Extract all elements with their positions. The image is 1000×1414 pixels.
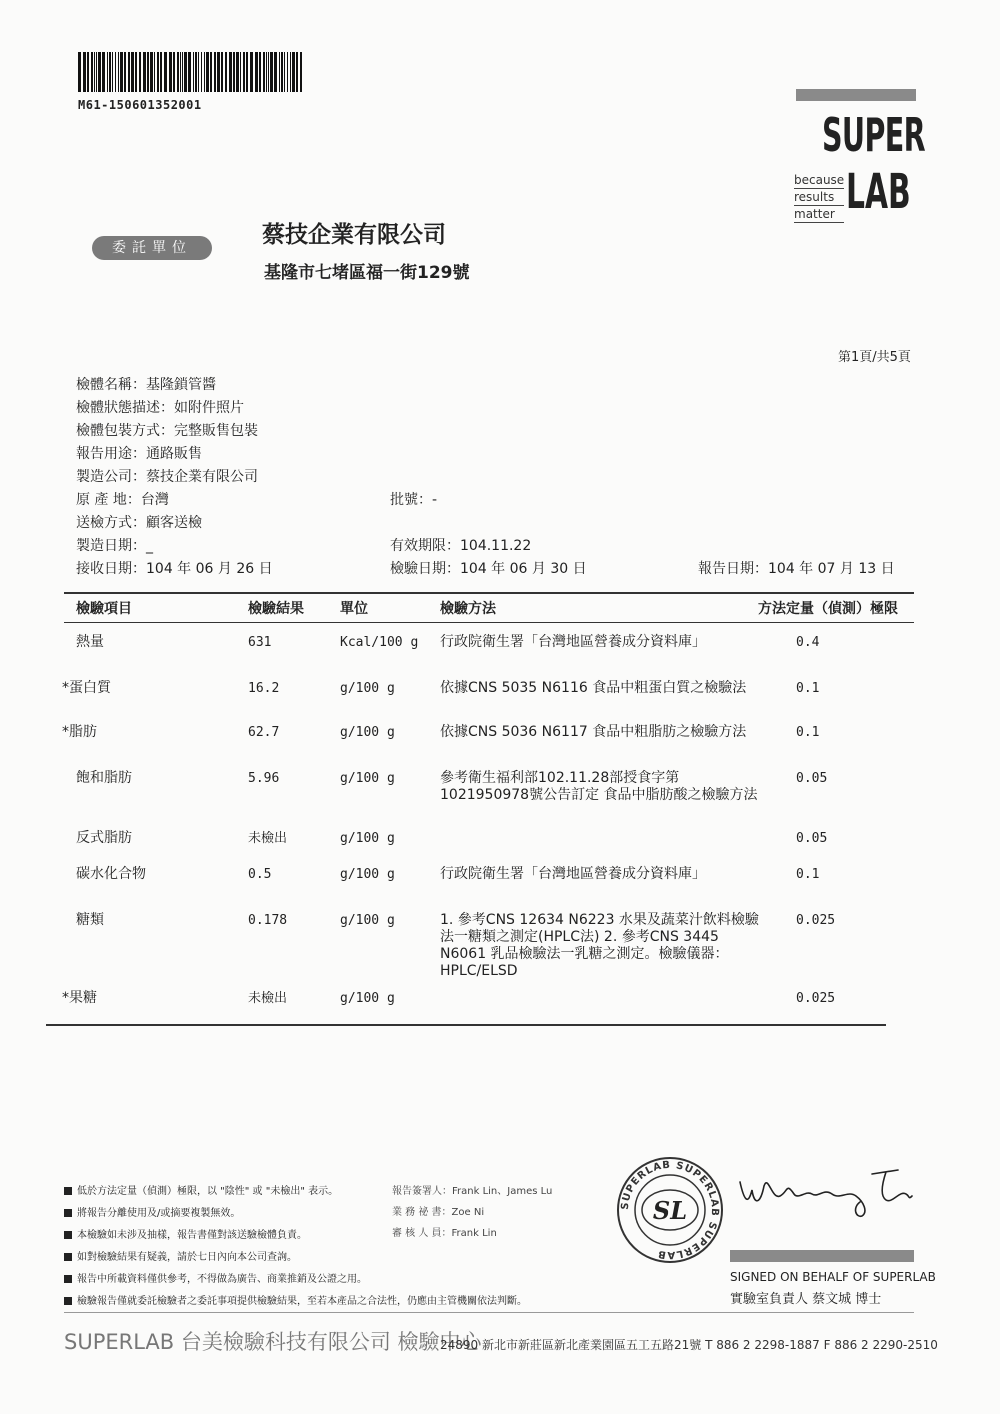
barcode-bar — [107, 52, 108, 92]
report-purpose: 報告用途：通路販售 — [76, 446, 202, 462]
barcode-bar — [270, 52, 273, 92]
barcode-bar — [250, 52, 253, 92]
cell-method: 行政院衛生署「台灣地區營養成分資料庫」 — [440, 634, 706, 650]
footer-organization: SUPERLAB 台美檢驗科技有限公司 檢驗中心 — [64, 1330, 482, 1354]
barcode-bar — [115, 52, 116, 92]
barcode-bar — [169, 52, 172, 92]
cell-result: 未檢出 — [248, 991, 288, 1006]
barcode-bar — [206, 52, 209, 92]
company-address: 基隆市七堵區福一街129號 — [264, 263, 470, 283]
cell-item: *脂肪 — [62, 724, 97, 740]
handwritten-signature — [736, 1160, 916, 1220]
barcode-bar — [287, 52, 288, 92]
cell-result: 0.5 — [248, 867, 272, 882]
sample-state: 檢體狀態描述：如附件照片 — [76, 400, 244, 416]
barcode-bar — [177, 52, 179, 92]
barcode-bar — [78, 52, 81, 92]
footer-address: 24890 新北市新莊區新北產業園區五工五路21號 T 886 2 2298-1887 F 886 2 2290-2510 — [440, 1338, 938, 1352]
cell-limit: 0.05 — [796, 831, 828, 846]
seal-ring-text: SUPERLAB SUPERLAB SUPERLAB — [619, 1159, 721, 1261]
barcode-bar — [259, 52, 261, 92]
header-limit: 方法定量（偵測）極限 — [758, 601, 898, 617]
bullet-square-icon — [64, 1297, 72, 1305]
cell-limit: 0.025 — [796, 991, 836, 1006]
bullet-square-icon — [64, 1187, 72, 1195]
table-bottom-rule — [46, 1024, 886, 1026]
barcode-bar — [243, 52, 245, 92]
header-item: 檢驗項目 — [76, 601, 132, 617]
note-1: 低於方法定量（偵測）極限，以 "陰性" 或 "未檢出" 表示。 — [64, 1182, 338, 1197]
batch-number: 批號：- — [390, 492, 438, 508]
tagline-line-3: matter — [794, 206, 844, 223]
logo-word-super: SUPER — [822, 108, 925, 162]
lab-head: 實驗室負責人 蔡文城 博士 — [730, 1292, 882, 1307]
barcode-bar — [201, 52, 202, 92]
barcode-bar — [188, 52, 191, 92]
cell-limit: 0.1 — [796, 681, 820, 696]
cell-item: 碳水化合物 — [76, 866, 146, 882]
note-2: 將報告分離使用及/或摘要複製無效。 — [64, 1204, 240, 1219]
barcode-bar — [96, 52, 97, 92]
bullet-square-icon — [64, 1275, 72, 1283]
manufacture-date: 製造日期：_ — [76, 538, 153, 554]
note-6: 檢驗報告僅就委託檢驗者之委託事項提供檢驗結果，至若本產品之合法性，仍應由主管機關依法判斷。 — [64, 1292, 527, 1307]
cell-item: *蛋白質 — [62, 680, 111, 696]
barcode-bar — [180, 52, 181, 92]
barcode-bar — [214, 52, 216, 92]
cell-unit: g/100 g — [340, 831, 395, 846]
cell-item: 反式脂肪 — [76, 830, 132, 846]
barcode-bar — [91, 52, 93, 92]
cell-method: 依據CNS 5035 N6116 食品中粗蛋白質之檢驗法 — [440, 680, 747, 696]
signature-bar — [730, 1250, 914, 1262]
barcode-bar — [147, 52, 149, 92]
barcode-bar — [154, 52, 155, 92]
cell-result: 未檢出 — [248, 831, 288, 846]
expiry-date: 有效期限：104.11.22 — [390, 538, 532, 554]
barcode-bar — [102, 52, 105, 92]
cell-method: 依據CNS 5036 N6117 食品中粗脂肪之檢驗方法 — [440, 724, 747, 740]
cell-limit: 0.4 — [796, 635, 820, 650]
barcode-bar — [268, 52, 269, 92]
barcode-bar — [83, 52, 86, 92]
origin: 原 產 地：台灣 — [76, 492, 169, 508]
cell-result: 5.96 — [248, 771, 280, 786]
barcode-bar — [94, 52, 95, 92]
superlab-seal — [616, 1156, 724, 1264]
barcode-bar — [195, 52, 197, 92]
cell-unit: g/100 g — [340, 725, 395, 740]
barcode-bar — [233, 52, 235, 92]
barcode-bar — [128, 52, 130, 92]
barcode-bar — [266, 52, 267, 92]
report-date: 報告日期：104 年 07 月 13 日 — [698, 561, 895, 577]
cell-item: 飽和脂肪 — [76, 770, 132, 786]
barcode-bar — [184, 52, 187, 92]
barcode-bar — [292, 52, 295, 92]
barcode-bar — [131, 52, 134, 92]
barcode-bar — [290, 52, 291, 92]
barcode-bar — [98, 52, 101, 92]
cell-item: 熱量 — [76, 634, 104, 650]
bullet-square-icon — [64, 1231, 72, 1239]
barcode-bar — [118, 52, 119, 92]
barcode-bar — [204, 52, 205, 92]
barcode-bar — [109, 52, 111, 92]
table-header-rule — [64, 622, 914, 623]
barcode-bar — [279, 52, 280, 92]
barcode-bar — [182, 52, 183, 92]
received-date: 接收日期：104 年 06 月 26 日 — [76, 561, 273, 577]
bullet-square-icon — [64, 1209, 72, 1217]
note-4: 如對檢驗結果有疑義，請於七日內向本公司查詢。 — [64, 1248, 297, 1263]
footer-rule — [64, 1312, 914, 1313]
barcode-bar — [150, 52, 153, 92]
document-id: M61-150601352001 — [78, 98, 202, 112]
barcode-bar — [135, 52, 137, 92]
cell-item: *果糖 — [62, 990, 97, 1006]
signed-on-behalf: SIGNED ON BEHALF OF SUPERLAB — [730, 1270, 936, 1284]
barcode-bar — [143, 52, 146, 92]
barcode-bar — [157, 52, 159, 92]
barcode-bar — [300, 52, 302, 92]
bullet-square-icon — [64, 1253, 72, 1261]
seal-center-text: SL — [652, 1196, 688, 1225]
cell-unit: Kcal/100 g — [340, 635, 419, 650]
barcode-bar — [281, 52, 283, 92]
barcode-bar — [87, 52, 89, 92]
manufacturer: 製造公司：蔡技企業有限公司 — [76, 469, 258, 485]
note-3: 本檢驗如未涉及抽樣，報告書僅對該送驗檢體負責。 — [64, 1226, 307, 1241]
logo-word-lab: LAB — [846, 164, 911, 220]
barcode-bar — [240, 52, 241, 92]
cell-limit: 0.1 — [796, 725, 820, 740]
barcode-bar — [210, 52, 212, 92]
page-indicator: 第1頁/共5頁 — [838, 350, 911, 365]
note-5: 報告中所載資料僅供參考，不得做為廣告、商業推銷及公證之用。 — [64, 1270, 367, 1285]
cell-result: 16.2 — [248, 681, 280, 696]
cell-item: 糖類 — [76, 912, 104, 928]
report-signer: 報告簽署人：Frank Lin、James Lu — [392, 1186, 553, 1197]
tagline-line-2: results — [794, 189, 844, 206]
barcode-bar — [164, 52, 167, 92]
cell-method: 行政院衛生署「台灣地區營養成分資料庫」 — [440, 866, 706, 882]
barcode-bar — [112, 52, 113, 92]
barcode-bar — [246, 52, 248, 92]
barcode-bar — [255, 52, 258, 92]
business-secretary: 業 務 祕 書：Zoe Ni — [392, 1207, 485, 1218]
cell-result: 0.178 — [248, 913, 288, 928]
barcode-bar — [124, 52, 126, 92]
sample-packaging: 檢體包裝方式：完整販售包裝 — [76, 423, 258, 439]
barcode-bar — [274, 52, 277, 92]
tagline-line-1: because — [794, 173, 845, 187]
cell-method: 1. 參考CNS 12634 N6223 水果及蔬菜汁飲料檢驗法一糖類之測定(HPLC法) 2. 參考CNS 3445 N6061 乳品檢驗法一乳糖之測定。檢驗儀器：HPLC/ELSD — [440, 912, 759, 979]
barcode-bar — [229, 52, 232, 92]
cell-result: 62.7 — [248, 725, 280, 740]
sample-name: 檢體名稱：基隆鎖管醬 — [76, 377, 216, 393]
table-top-rule — [64, 592, 914, 594]
barcode-bar — [296, 52, 298, 92]
cell-unit: g/100 g — [340, 771, 395, 786]
barcode-bar — [221, 52, 223, 92]
cell-unit: g/100 g — [340, 991, 395, 1006]
barcode-bar — [198, 52, 199, 92]
barcode-bar — [173, 52, 175, 92]
barcode-bar — [236, 52, 239, 92]
submission-method: 送檢方式：顧客送檢 — [76, 515, 202, 531]
cell-limit: 0.05 — [796, 771, 828, 786]
cell-unit: g/100 g — [340, 681, 395, 696]
reviewer: 審 核 人 員：Frank Lin — [392, 1228, 497, 1239]
company-name: 蔡技企業有限公司 — [262, 222, 446, 248]
logo-tagline — [794, 172, 844, 223]
cell-unit: g/100 g — [340, 867, 395, 882]
test-date: 檢驗日期：104 年 06 月 30 日 — [390, 561, 587, 577]
header-unit: 單位 — [340, 601, 368, 617]
header-result: 檢驗結果 — [248, 601, 304, 617]
cell-limit: 0.1 — [796, 867, 820, 882]
barcode-bar — [284, 52, 285, 92]
barcode — [78, 52, 304, 92]
cell-unit: g/100 g — [340, 913, 395, 928]
barcode-bar — [225, 52, 227, 92]
barcode-bar — [263, 52, 265, 92]
cell-method: 參考衛生福利部102.11.28部授食字第1021950978號公告訂定 食品中脂肪酸之檢驗方法 — [440, 770, 758, 803]
cell-limit: 0.025 — [796, 913, 836, 928]
logo-bar — [796, 89, 916, 101]
barcode-bar — [160, 52, 162, 92]
header-method: 檢驗方法 — [440, 601, 496, 617]
barcode-bar — [139, 52, 141, 92]
barcode-bar — [120, 52, 123, 92]
client-badge: 委託單位 — [92, 236, 212, 260]
barcode-bar — [217, 52, 220, 92]
barcode-bar — [193, 52, 194, 92]
cell-result: 631 — [248, 635, 272, 650]
